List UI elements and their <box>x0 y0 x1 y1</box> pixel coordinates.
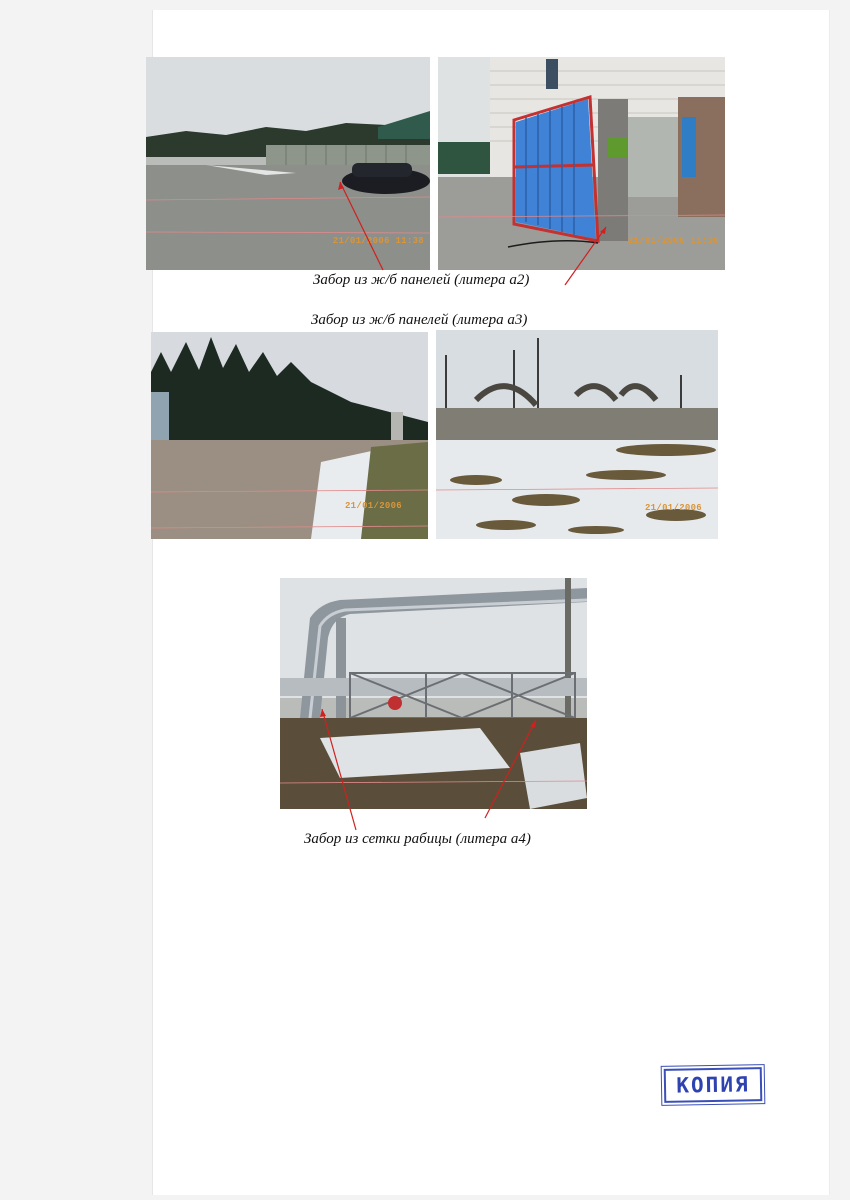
photo-date-stamp: 21/01/2006 <box>344 501 402 511</box>
photo-date-stamp: 21/01/2006 11:38 <box>332 236 424 246</box>
photo-forest-yard <box>151 332 428 539</box>
photo-snowy-field <box>436 330 718 539</box>
caption-fence-a4: Забор из сетки рабицы (литера а4) <box>304 831 531 847</box>
copy-stamp: КОПИЯ <box>664 1067 763 1103</box>
caption-fence-a3: Забор из ж/б панелей (литера а3) <box>311 312 528 328</box>
photo-date-stamp: 21/01/2006 11:38 <box>627 236 719 246</box>
photo-pipes-gate <box>280 578 587 809</box>
caption-fence-a2: Забор из ж/б панелей (литера а2) <box>313 272 530 288</box>
photo-parking-lot <box>146 57 430 270</box>
photo-gate <box>438 57 725 270</box>
photo-date-stamp: 21/01/2006 <box>644 503 702 513</box>
